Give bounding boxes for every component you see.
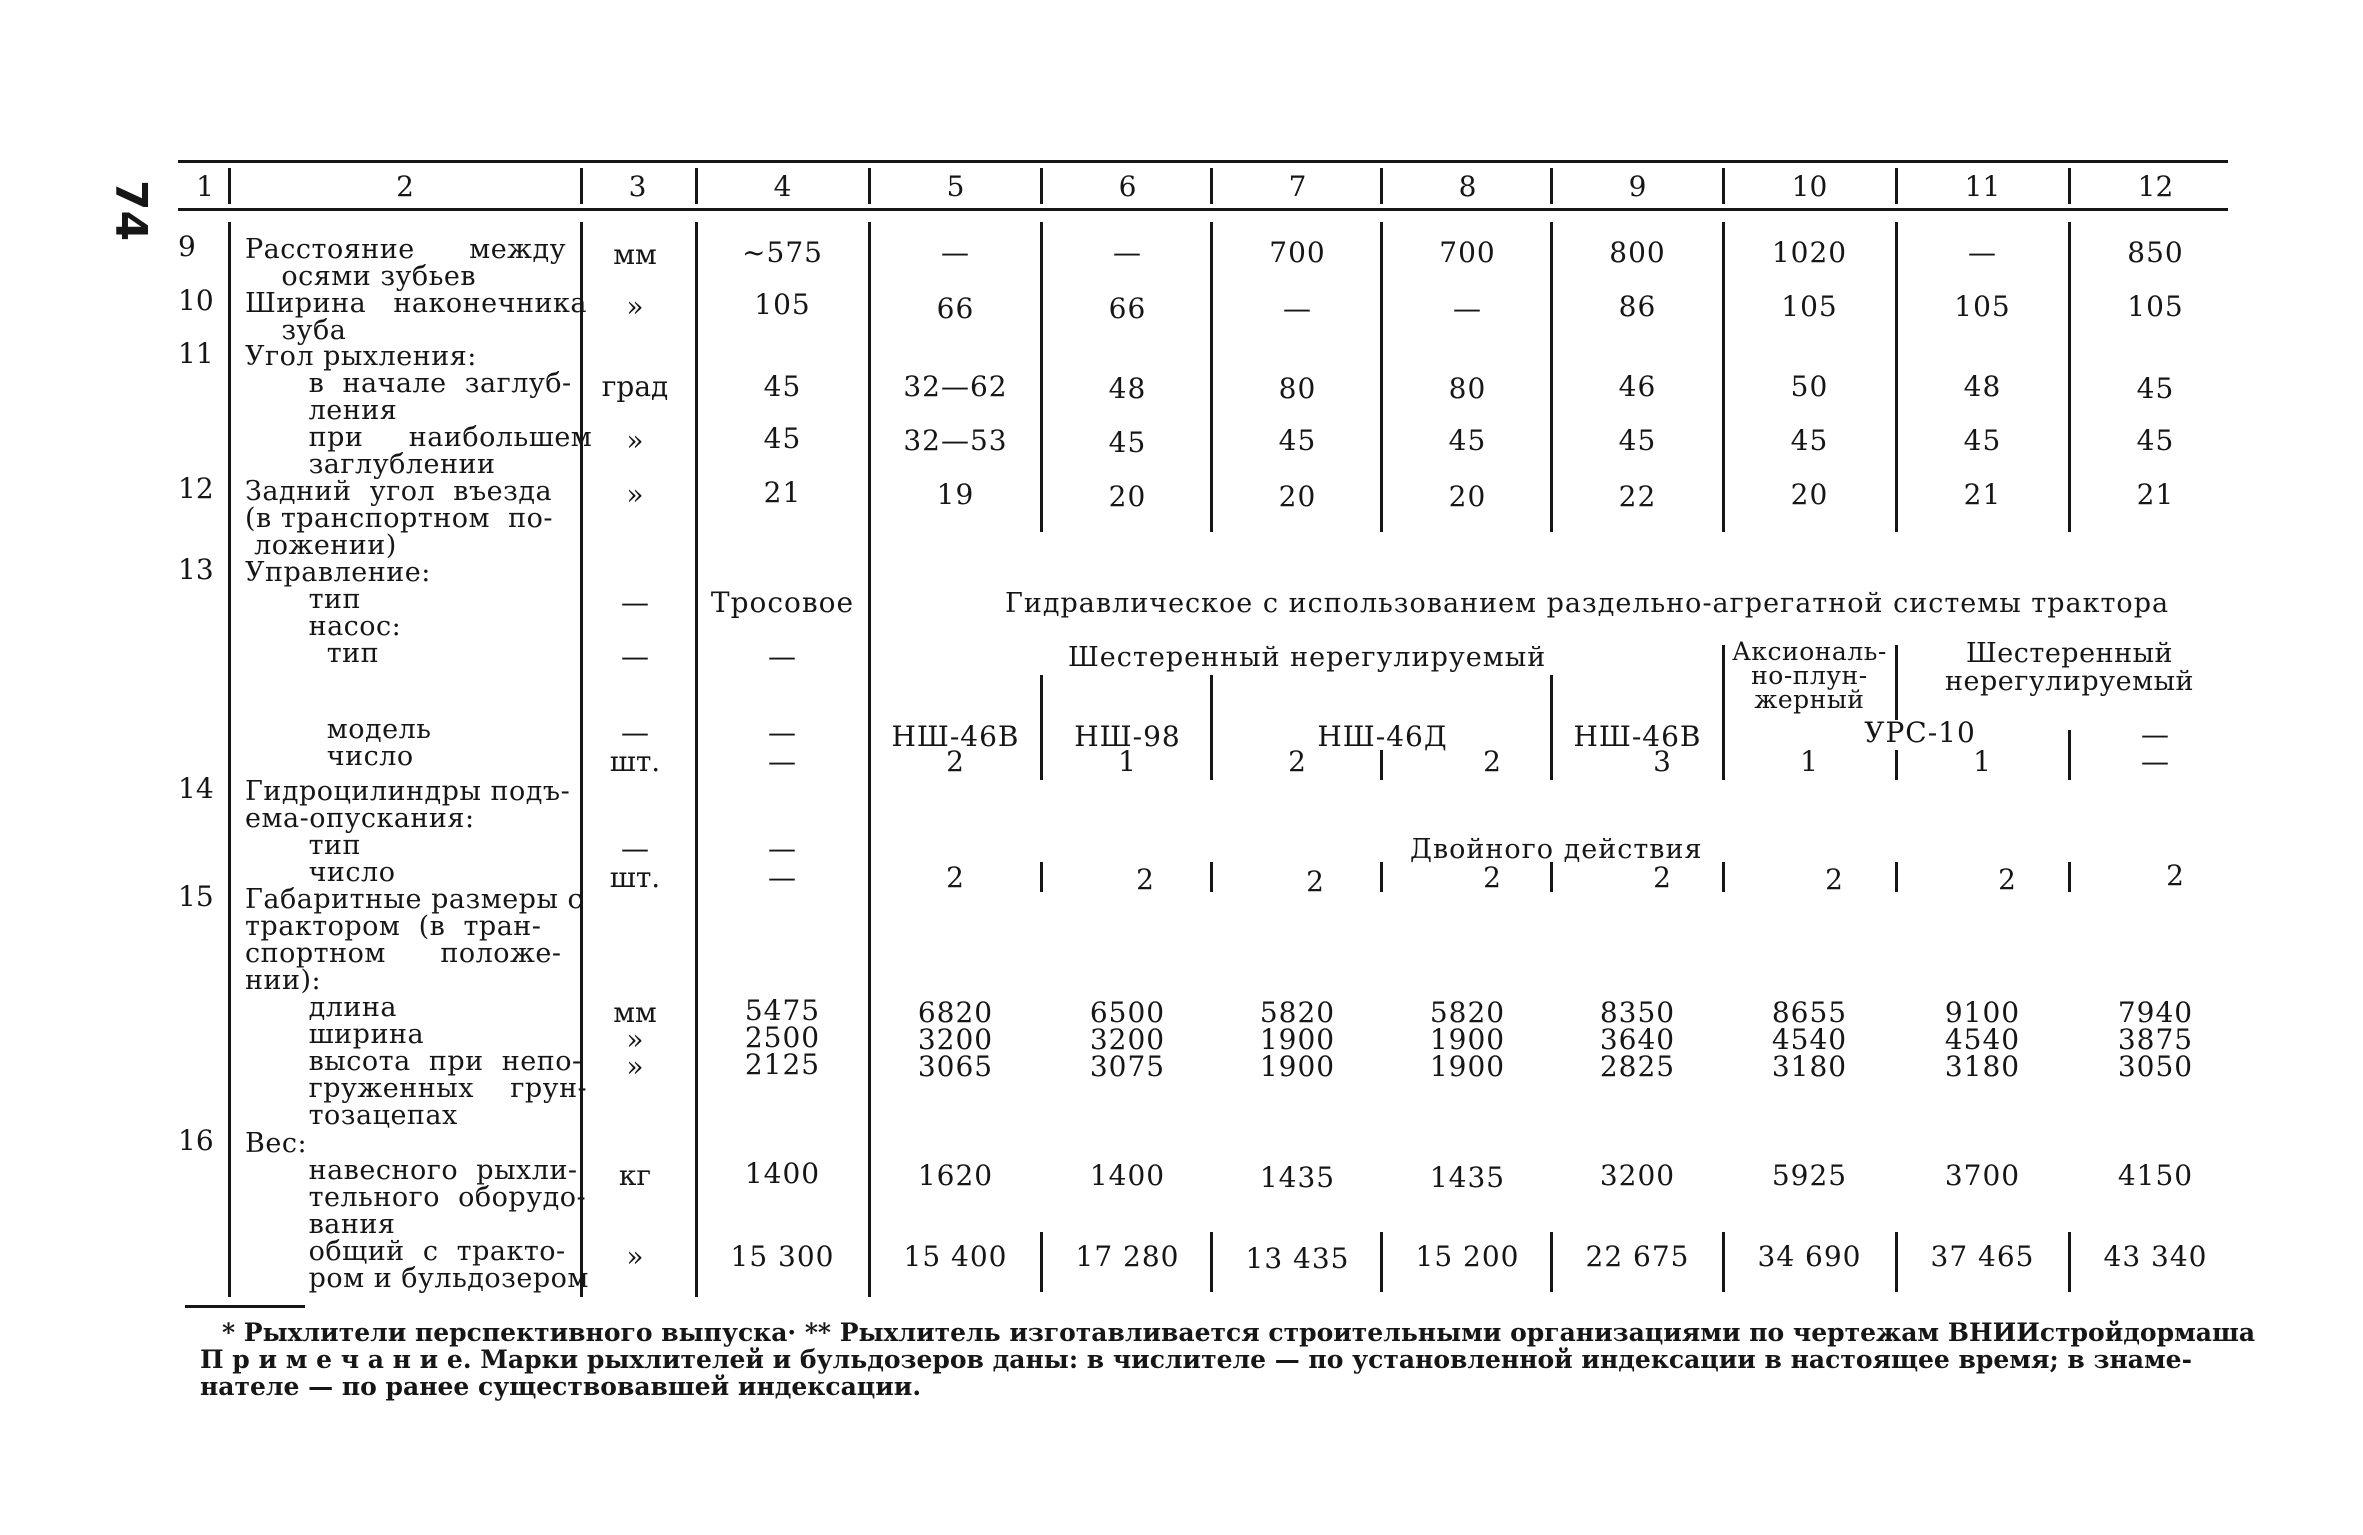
row-label: тип [245, 584, 362, 615]
unit-cell: » [626, 424, 644, 457]
value-cell: 8655 [1771, 996, 1848, 1029]
value-cell: НШ-98 [1074, 720, 1181, 753]
value-cell: 1 [1973, 745, 1992, 778]
value-cell: 105 [2127, 290, 2184, 323]
value-cell: 1400 [744, 1157, 821, 1190]
header-separator [868, 168, 871, 204]
value-cell: 1900 [1259, 1023, 1336, 1056]
value-cell: — [941, 236, 970, 269]
value-cell: 21 [763, 476, 802, 509]
row-label: Вес: [245, 1128, 308, 1159]
value-cell: 1620 [917, 1159, 994, 1192]
value-cell: 5820 [1259, 996, 1336, 1029]
value-cell: ~575 [742, 236, 823, 269]
value-cell: 21 [2136, 478, 2175, 511]
column-rule [228, 222, 231, 1297]
value-cell: 8350 [1599, 996, 1676, 1029]
value-cell: 9100 [1944, 996, 2021, 1029]
value-cell: 2 [946, 745, 965, 778]
column-rule [695, 222, 698, 1297]
value-cell: 3700 [1944, 1159, 2021, 1192]
value-cell: 1435 [1259, 1161, 1336, 1194]
column-header: 7 [1288, 170, 1307, 203]
value-cell: 1 [1118, 745, 1137, 778]
unit-cell: шт. [609, 745, 661, 778]
value-cell: 2 [1483, 745, 1502, 778]
column-header: 12 [2137, 170, 2174, 203]
value-cell: 46 [1618, 370, 1657, 403]
value-cell: — [1283, 292, 1312, 325]
value-cell: 48 [1108, 372, 1147, 405]
row-label: Расстояние между осями зубьев [245, 234, 567, 292]
row-number: 11 [178, 337, 214, 370]
unit-cell: мм [613, 238, 657, 271]
value-cell: 45 [1790, 424, 1829, 457]
row-number: 14 [178, 772, 214, 805]
value-cell: 3200 [917, 1023, 994, 1056]
value-cell: 20 [1448, 480, 1487, 513]
value-cell: 1020 [1771, 236, 1848, 269]
column-rule [1895, 222, 1898, 532]
value-cell: 2125 [744, 1048, 821, 1081]
spanning-cell: Гидравлическое с использованием раздельно-агрегатной системы трактора [1005, 588, 2170, 619]
value-cell: — [1968, 236, 1997, 269]
value-cell: — [2141, 745, 2170, 778]
header-rule [178, 208, 2228, 211]
note-continued: нателе — по ранее существовавшей индексации. [200, 1372, 922, 1401]
column-rule [2068, 222, 2071, 532]
column-rule [1550, 222, 1553, 532]
column-rule [580, 222, 583, 1297]
value-cell: 3875 [2117, 1023, 2194, 1056]
row-label: Ширина наконечника зуба [245, 288, 587, 346]
value-cell: 32—62 [903, 370, 1008, 403]
header-separator [695, 168, 698, 204]
value-cell: 20 [1790, 478, 1829, 511]
header-separator [580, 168, 583, 204]
value-cell: 32—53 [903, 424, 1008, 457]
row-label: Габаритные размеры с трактором (в тран- спортном положе- нии): [245, 884, 584, 996]
value-cell: — [1113, 236, 1142, 269]
value-cell: 6500 [1089, 996, 1166, 1029]
column-rule [868, 222, 871, 1297]
value-cell: 4540 [1944, 1023, 2021, 1056]
value-cell: 80 [1278, 372, 1317, 405]
value-cell: 66 [1108, 292, 1147, 325]
value-cell: Тросовое [710, 586, 855, 619]
value-cell: 1900 [1429, 1023, 1506, 1056]
value-cell: 48 [1963, 370, 2002, 403]
spanning-cell: Двойного действия [1410, 834, 1703, 865]
value-cell: 22 [1618, 480, 1657, 513]
header-separator [1550, 168, 1553, 204]
value-cell: 3065 [917, 1050, 994, 1083]
value-cell: 4540 [1771, 1023, 1848, 1056]
value-cell: 13 435 [1245, 1242, 1350, 1275]
column-rule [1210, 675, 1213, 780]
column-header: 4 [773, 170, 792, 203]
value-cell: 2 [1306, 865, 1325, 898]
value-cell: 15 200 [1415, 1240, 1520, 1273]
value-cell: 45 [2136, 372, 2175, 405]
row-label: при наибольшем заглублении [308, 422, 593, 480]
value-cell: 2 [1288, 745, 1307, 778]
row-number: 12 [178, 472, 214, 505]
value-cell: 3 [1653, 745, 1672, 778]
note: П р и м е ч а н и е. Марки рыхлителей и бульдозеров даны: в числителе — по установленной индексации в настоящее время; в знаме- [200, 1345, 2192, 1374]
value-cell: 5820 [1429, 996, 1506, 1029]
column-rule [1550, 1232, 1553, 1292]
column-rule [1722, 1232, 1725, 1292]
column-rule [1210, 222, 1213, 532]
column-rule [1895, 1232, 1898, 1292]
row-label: навесного рыхли- тельного оборудо- вания [308, 1155, 587, 1240]
value-cell: 43 340 [2103, 1240, 2208, 1273]
value-cell: 45 [1963, 424, 2002, 457]
value-cell: 3200 [1089, 1023, 1166, 1056]
value-cell: 19 [936, 478, 975, 511]
spanning-cell: Шестеренный нерегулируемый [1068, 642, 1547, 673]
value-cell: 1900 [1429, 1050, 1506, 1083]
value-cell: 3200 [1599, 1159, 1676, 1192]
value-cell: НШ-46В [891, 720, 1020, 753]
unit-cell: шт. [609, 861, 661, 894]
header-separator [1895, 168, 1898, 204]
value-cell: 5925 [1771, 1159, 1848, 1192]
value-cell: 700 [1439, 236, 1496, 269]
value-cell: 45 [1108, 426, 1147, 459]
value-cell: 2500 [744, 1021, 821, 1054]
unit-cell: — [621, 716, 649, 749]
value-cell: 3180 [1944, 1050, 2021, 1083]
value-cell: 45 [1618, 424, 1657, 457]
column-rule [1380, 1232, 1383, 1292]
column-rule [1040, 222, 1043, 532]
row-label: ширина [245, 1019, 425, 1050]
value-cell: 2 [1825, 863, 1844, 896]
row-label: длина [245, 992, 397, 1023]
value-cell: — [768, 745, 797, 778]
row-label: число [245, 741, 414, 772]
unit-cell: мм [613, 996, 657, 1029]
value-cell: 2 [1998, 863, 2017, 896]
column-rule [1040, 862, 1043, 892]
value-cell: 45 [1448, 424, 1487, 457]
value-cell: 105 [754, 288, 811, 321]
unit-cell: » [626, 1023, 644, 1056]
value-cell: 22 675 [1585, 1240, 1690, 1273]
spanning-cell: Аксиональ- но-плун- жерный [1732, 637, 1887, 714]
row-label: число [245, 857, 396, 888]
value-cell: 1435 [1429, 1161, 1506, 1194]
spanning-cell: Шестеренный нерегулируемый [1945, 638, 2195, 697]
column-rule [1895, 750, 1898, 780]
value-cell: — [1453, 292, 1482, 325]
value-cell: НШ-46Д [1317, 720, 1448, 753]
page-number: 74 [105, 179, 157, 242]
value-cell: 2825 [1599, 1050, 1676, 1083]
column-rule [1380, 750, 1383, 780]
value-cell: 15 400 [903, 1240, 1008, 1273]
column-rule [1722, 222, 1725, 532]
footnote: * Рыхлители перспективного выпуска· ** Рыхлитель изготавливается строительными организациями по чертежам ВНИИстройдормаша [222, 1318, 2256, 1347]
column-header: 9 [1628, 170, 1647, 203]
column-rule [1210, 1232, 1213, 1292]
value-cell: 3640 [1599, 1023, 1676, 1056]
value-cell: 4150 [2117, 1159, 2194, 1192]
column-rule [1895, 645, 1898, 720]
column-header: 2 [396, 170, 414, 203]
value-cell: 2 [1136, 863, 1155, 896]
value-cell: 45 [2136, 424, 2175, 457]
value-cell: 20 [1278, 480, 1317, 513]
unit-cell: град [601, 370, 669, 403]
bottom-rule [185, 1305, 305, 1308]
column-rule [2068, 1232, 2071, 1292]
value-cell: — [768, 861, 797, 894]
row-label: тип [245, 830, 362, 861]
value-cell: 86 [1618, 290, 1657, 323]
value-cell: 21 [1963, 478, 2002, 511]
column-header: 5 [946, 170, 965, 203]
column-header: 8 [1458, 170, 1477, 203]
value-cell: 7940 [2117, 996, 2194, 1029]
column-rule [1380, 222, 1383, 532]
value-cell: 3075 [1089, 1050, 1166, 1083]
column-header: 10 [1791, 170, 1828, 203]
value-cell: 105 [1954, 290, 2011, 323]
value-cell: 3050 [2117, 1050, 2194, 1083]
row-label: тип [245, 638, 380, 669]
row-number: 9 [178, 230, 196, 263]
value-cell: 66 [936, 292, 975, 325]
value-cell: 37 465 [1930, 1240, 2035, 1273]
row-label: модель [245, 714, 432, 745]
row-label: насос: [245, 611, 402, 642]
row-label: Угол рыхления: [245, 341, 477, 372]
value-cell: 15 300 [730, 1240, 835, 1273]
value-cell: 3180 [1771, 1050, 1848, 1083]
header-separator [228, 168, 231, 204]
value-cell: — [2141, 718, 2170, 751]
row-label: Задний угол въезда (в транспортном по- ложении) [245, 476, 554, 561]
unit-cell: » [626, 290, 644, 323]
unit-cell: » [626, 1050, 644, 1083]
header-separator [1380, 168, 1383, 204]
row-number: 10 [178, 284, 214, 317]
value-cell: 34 690 [1757, 1240, 1862, 1273]
value-cell: 1 [1800, 745, 1819, 778]
row-label: Управление: [245, 557, 431, 588]
value-cell: 17 280 [1075, 1240, 1180, 1273]
column-rule [1040, 1232, 1043, 1292]
column-rule [1040, 675, 1043, 780]
value-cell: 45 [1278, 424, 1317, 457]
value-cell: 45 [763, 422, 802, 455]
row-label: в начале заглуб- ления [308, 368, 572, 426]
value-cell: 50 [1790, 370, 1829, 403]
value-cell: 2 [1653, 861, 1672, 894]
row-label: высота при непо- груженных грун- тозацепах [308, 1046, 588, 1131]
row-label: общий с тракто- ром и бульдозером [308, 1236, 589, 1294]
value-cell: — [768, 716, 797, 749]
value-cell: — [768, 832, 797, 865]
row-label: Гидроцилиндры подъ- ема-опускания: [245, 776, 571, 834]
value-cell: 80 [1448, 372, 1487, 405]
unit-cell: » [626, 1240, 644, 1273]
row-number: 13 [178, 553, 214, 586]
row-number: 15 [178, 880, 214, 913]
value-cell: — [768, 640, 797, 673]
unit-cell: кг [618, 1159, 652, 1192]
header-separator [1040, 168, 1043, 204]
header-separator [1210, 168, 1213, 204]
row-number: 16 [178, 1124, 214, 1157]
column-header: 3 [628, 170, 647, 203]
column-header: 11 [1964, 170, 2001, 203]
value-cell: 20 [1108, 480, 1147, 513]
value-cell: 2 [2166, 859, 2185, 892]
unit-cell: — [621, 640, 649, 673]
header-separator [1722, 168, 1725, 204]
value-cell: 700 [1269, 236, 1326, 269]
unit-cell: — [621, 586, 649, 619]
value-cell: 5475 [744, 994, 821, 1027]
value-cell: УРС-10 [1864, 716, 1976, 749]
column-header: 1 [196, 170, 214, 203]
value-cell: 850 [2127, 236, 2184, 269]
value-cell: 6820 [917, 996, 994, 1029]
unit-cell: » [626, 478, 644, 511]
value-cell: 2 [946, 861, 965, 894]
value-cell: 1900 [1259, 1050, 1336, 1083]
value-cell: НШ-46В [1573, 720, 1702, 753]
value-cell: 1400 [1089, 1159, 1166, 1192]
column-header: 6 [1118, 170, 1137, 203]
unit-cell: — [621, 832, 649, 865]
top-rule [178, 160, 2228, 163]
value-cell: 2 [1483, 861, 1502, 894]
value-cell: 800 [1609, 236, 1666, 269]
value-cell: 45 [763, 370, 802, 403]
header-separator [2068, 168, 2071, 204]
value-cell: 105 [1781, 290, 1838, 323]
